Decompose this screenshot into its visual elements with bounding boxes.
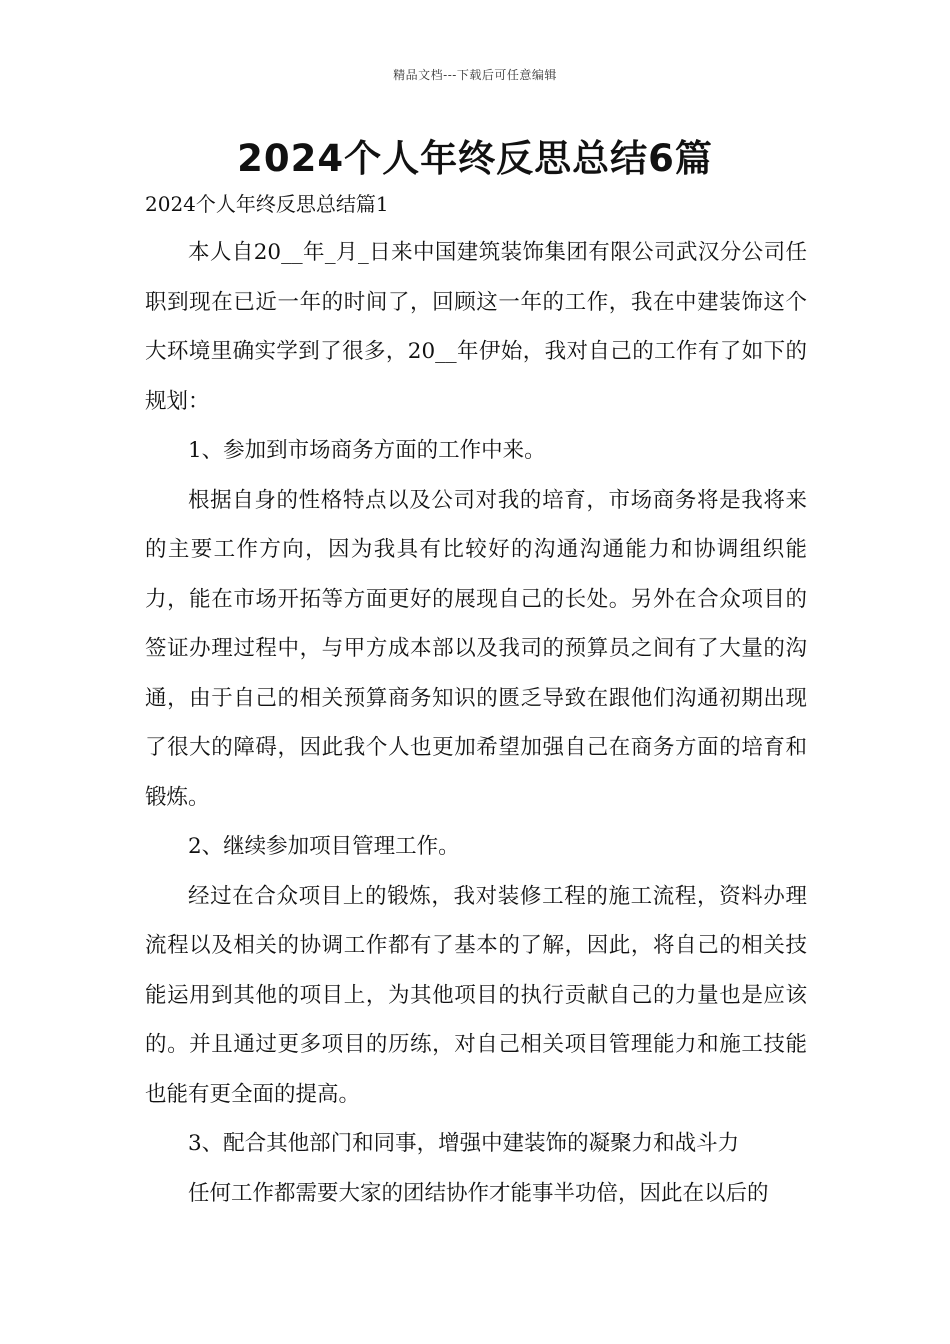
paragraph: 根据自身的性格特点以及公司对我的培育，市场商务将是我将来的主要工作方向，因为我具有比较好的沟通沟通能力和协调组织能力，能在市场开拓等方面更好的展现自己的长处。另外在合众项目的签证办理过程中，与甲方成本部以及我司的预算员之间有了大量的沟通，由于自己的相关预算商务知识的匮乏导致在跟他们沟通初期出现了很大的障碍，因此我个人也更加希望加强自己在商务方面的培育和锻炼。 [145, 487, 807, 810]
list-heading: 1、参加到市场商务方面的工作中来。 [188, 438, 546, 463]
paragraph: 任何工作都需要大家的团结协作才能事半功倍，因此在以后的 [188, 1180, 769, 1206]
page-header: 精品文档---下载后可任意编辑 [393, 68, 557, 82]
section-subtitle: 2024个人年终反思总结篇1 [145, 192, 389, 216]
document-title: 2024个人年终反思总结6篇 [237, 137, 713, 180]
paragraph: 本人自20__年_月_日来中国建筑装饰集团有限公司武汉分公司任职到现在已近一年的时间了，回顾这一年的工作，我在中建装饰这个大环境里确实学到了很多，20__年伊始，我对自己的工作有了如下的规划： [145, 240, 807, 414]
paragraph: 经过在合众项目上的锻炼，我对装修工程的施工流程，资料办理流程以及相关的协调工作都有了基本的了解，因此，将自己的相关技能运用到其他的项目上，为其他项目的执行贡献自己的力量也是应该的。并且通过更多项目的历练，对自己相关项目管理能力和施工技能也能有更全面的提高。 [145, 883, 807, 1107]
document-body [145, 228, 807, 1218]
list-heading: 2、继续参加项目管理工作。 [188, 834, 460, 859]
list-heading: 3、配合其他部门和同事，增强中建装饰的凝聚力和战斗力 [188, 1131, 740, 1156]
